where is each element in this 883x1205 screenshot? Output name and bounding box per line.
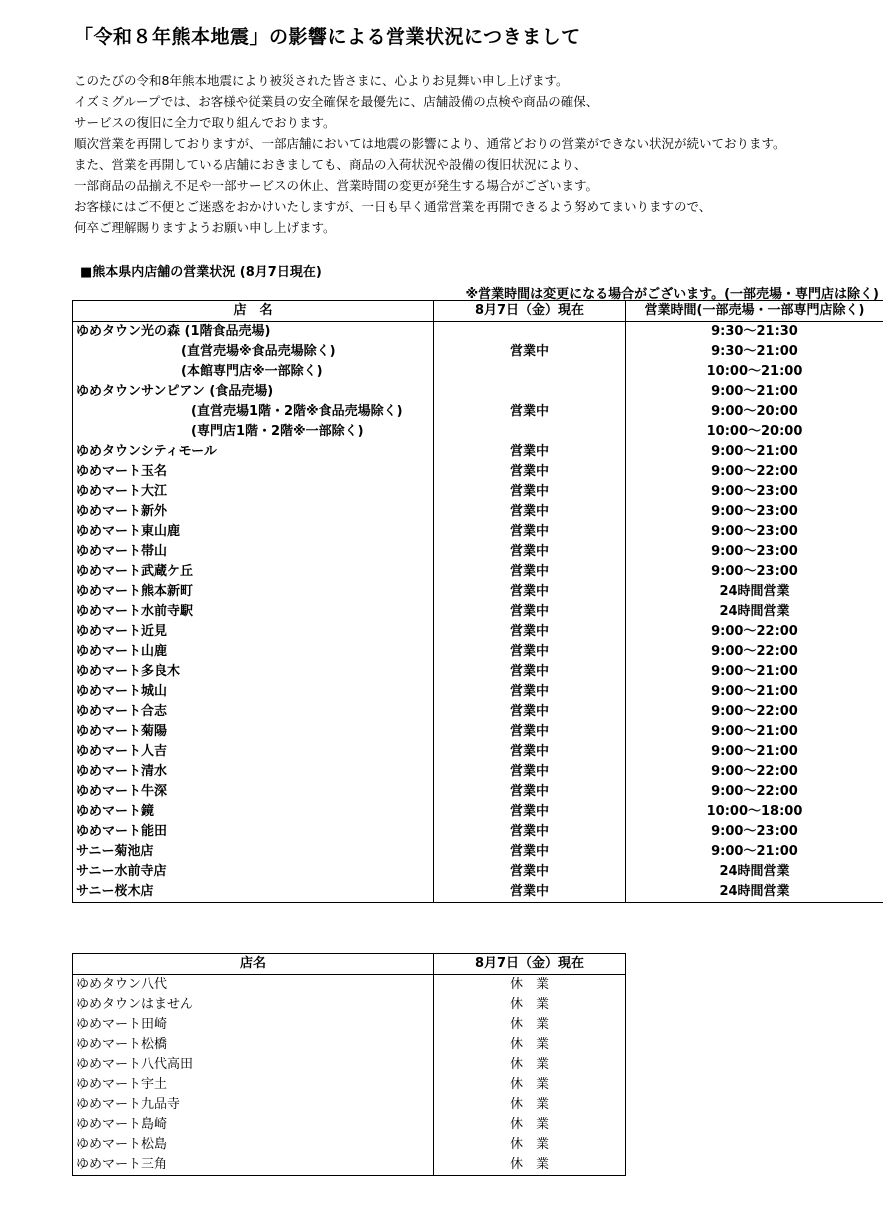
store-status: 営業中 [434,562,626,582]
table-row [73,762,883,782]
store-name: ゆめマート人吉 [73,742,434,762]
store-hours: 10:00～18:00 [626,802,883,822]
table-row [73,882,883,903]
store-hours: 9:00～21:00 [626,742,883,762]
intro-line: 何卒ご理解賜りますようお願い申し上げます。 [74,220,336,235]
store-status: 営業中 [434,442,626,462]
store-status: 営業中 [434,782,626,802]
store-hours: 9:00～21:00 [626,442,883,462]
store-name: ゆめマート菊陽 [73,722,434,742]
store-hours: 24時間営業 [626,582,883,602]
store-status: 休 業 [434,1075,626,1095]
table-row [73,542,883,562]
table-row [73,1115,626,1135]
header-hours: 営業時間(一部売場・一部専門店除く) [626,301,883,322]
store-status: 休 業 [434,1055,626,1075]
store-hours: 9:00～22:00 [626,462,883,482]
store-name: ゆめマート熊本新町 [73,582,434,602]
store-hours: 9:30～21:30 [626,322,883,343]
store-status: 休 業 [434,1135,626,1155]
store-name: ゆめマート山鹿 [73,642,434,662]
table-row [73,322,883,343]
store-status: 営業中 [434,722,626,742]
store-status: 休 業 [434,1115,626,1135]
store-name: ゆめマート東山鹿 [73,522,434,542]
table-row [73,1135,626,1155]
store-status: 休 業 [434,975,626,996]
table-row [73,502,883,522]
table-row [73,1155,626,1176]
intro-line: 一部商品の品揃え不足や一部サービスの休止、営業時間の変更が発生する場合がございます。 [74,178,599,193]
store-status: 営業中 [434,662,626,682]
store-status: 営業中 [434,542,626,562]
store-name: ゆめマート松橋 [73,1035,434,1055]
store-status: 営業中 [434,802,626,822]
store-status: 営業中 [434,482,626,502]
store-status: 営業中 [434,322,626,383]
store-status: 休 業 [434,1035,626,1055]
intro-line: 順次営業を再開しておりますが、一部店舗においては地震の影響により、通常どおりの営業ができない状況が続いております。 [74,136,786,151]
section-heading: ■熊本県内店舗の営業状況 (8月7日現在) [80,265,322,280]
store-name: (直営売場1階・2階※食品売場除く) [73,402,434,422]
header-status: 8月7日（金）現在 [434,301,626,322]
store-status: 休 業 [434,1155,626,1176]
store-name: ゆめマート三角 [73,1155,434,1176]
closed-stores-table [72,953,626,1176]
intro-line: また、営業を再開している店舗におきましても、商品の入荷状況や設備の復旧状況により、 [74,157,587,172]
table-row [73,582,883,602]
store-status: 営業中 [434,522,626,542]
table-row [73,462,883,482]
store-hours: 9:00～22:00 [626,702,883,722]
table-row [73,975,626,996]
store-hours: 9:00～22:00 [626,762,883,782]
store-status: 営業中 [434,882,626,903]
store-name: サニー水前寺店 [73,862,434,882]
store-hours: 10:00～20:00 [626,422,883,442]
store-name: ゆめマート島崎 [73,1115,434,1135]
store-hours: 9:00～23:00 [626,562,883,582]
table-row [73,622,883,642]
header-status: 8月7日（金）現在 [434,954,626,975]
store-name: ゆめマート宇土 [73,1075,434,1095]
table-row [73,662,883,682]
store-name: ゆめマート鏡 [73,802,434,822]
table-row [73,1095,626,1115]
store-name: ゆめマート水前寺駅 [73,602,434,622]
table-row [73,862,883,882]
intro-line: イズミグループでは、お客様や従業員の安全確保を最優先に、店舗設備の点検や商品の確保、 [74,94,599,109]
store-hours: 9:00～22:00 [626,642,883,662]
table-header-row [73,954,626,975]
table-row [73,822,883,842]
intro-message [74,70,786,238]
table-row [73,522,883,542]
store-hours: 9:00～21:00 [626,662,883,682]
table-row [73,682,883,702]
store-name: ゆめマート近見 [73,622,434,642]
store-status: 営業中 [434,462,626,482]
store-name: ゆめマート新外 [73,502,434,522]
store-status: 営業中 [434,502,626,522]
table-row [73,742,883,762]
store-name: ゆめマート能田 [73,822,434,842]
store-hours: 9:00～21:00 [626,842,883,862]
store-status: 営業中 [434,582,626,602]
header-store-name: 店名 [73,954,434,975]
store-hours: 9:00～21:00 [626,382,883,402]
store-name: ゆめマート城山 [73,682,434,702]
store-status: 営業中 [434,642,626,662]
table-row [73,642,883,662]
open-stores-table [72,300,883,903]
store-name: ゆめタウン光の森 (1階食品売場) [73,322,434,343]
store-status: 営業中 [434,602,626,622]
store-status: 営業中 [434,862,626,882]
store-hours: 9:30～21:00 [626,342,883,362]
intro-line: お客様にはご不便とご迷惑をおかけいたしますが、一日も早く通常営業を再開できるよう努めてまいりますので、 [74,199,712,214]
store-hours: 9:00～23:00 [626,542,883,562]
store-name: ゆめマート松島 [73,1135,434,1155]
table-row [73,1015,626,1035]
table-row [73,995,626,1015]
table-header-row [73,301,883,322]
table-row [73,802,883,822]
table-row [73,842,883,862]
store-name: ゆめマート八代高田 [73,1055,434,1075]
store-status: 営業中 [434,822,626,842]
store-name: ゆめタウン八代 [73,975,434,996]
store-hours: 9:00～23:00 [626,502,883,522]
store-hours: 24時間営業 [626,882,883,903]
table-row [73,562,883,582]
store-status: 営業中 [434,622,626,642]
store-status: 営業中 [434,842,626,862]
intro-line: サービスの復旧に全力で取り組んでおります。 [74,115,336,130]
store-name: ゆめタウンサンピアン (食品売場) [73,382,434,402]
store-name: サニー桜木店 [73,882,434,903]
store-name: (本館専門店※一部除く) [73,362,434,382]
hours-note: ※営業時間は変更になる場合がございます。(一部売場・専門店は除く) [465,287,879,302]
store-hours: 9:00～21:00 [626,722,883,742]
store-name: ゆめマート合志 [73,702,434,722]
store-hours: 9:00～23:00 [626,482,883,502]
store-name: ゆめマート清水 [73,762,434,782]
store-name: (専門店1階・2階※一部除く) [73,422,434,442]
table-row [73,1055,626,1075]
table-row [73,782,883,802]
store-name: ゆめマート九品寺 [73,1095,434,1115]
intro-line: このたびの令和8年熊本地震により被災された皆さまに、心よりお見舞い申し上げます。 [74,73,569,88]
store-hours: 9:00～20:00 [626,402,883,422]
store-hours: 24時間営業 [626,602,883,622]
store-hours: 9:00～21:00 [626,682,883,702]
table-row [73,1035,626,1055]
store-name: ゆめマート田崎 [73,1015,434,1035]
page-title: 「令和８年熊本地震」の影響による営業状況につきまして [74,26,581,48]
store-hours: 9:00～22:00 [626,782,883,802]
store-name: ゆめマート大江 [73,482,434,502]
table-row [73,482,883,502]
table-row [73,1075,626,1095]
store-name: ゆめマート多良木 [73,662,434,682]
store-status: 営業中 [434,702,626,722]
store-status: 休 業 [434,1095,626,1115]
table-row [73,602,883,622]
store-hours: 10:00～21:00 [626,362,883,382]
store-name: ゆめマート玉名 [73,462,434,482]
store-status: 休 業 [434,995,626,1015]
store-hours: 9:00～22:00 [626,622,883,642]
store-name: (直営売場※食品売場除く) [73,342,434,362]
store-hours: 24時間営業 [626,862,883,882]
table-row [73,382,883,402]
table-row [73,702,883,722]
store-hours: 9:00～23:00 [626,822,883,842]
header-store-name: 店 名 [73,301,434,322]
table-row [73,722,883,742]
store-status: 営業中 [434,682,626,702]
store-name: サニー菊池店 [73,842,434,862]
store-hours: 9:00～23:00 [626,522,883,542]
store-name: ゆめタウンシティモール [73,442,434,462]
store-name: ゆめタウンはません [73,995,434,1015]
store-name: ゆめマート武蔵ケ丘 [73,562,434,582]
table-row [73,442,883,462]
store-name: ゆめマート牛深 [73,782,434,802]
store-status: 休 業 [434,1015,626,1035]
store-status: 営業中 [434,742,626,762]
store-name: ゆめマート帯山 [73,542,434,562]
store-status: 営業中 [434,762,626,782]
store-status: 営業中 [434,382,626,442]
